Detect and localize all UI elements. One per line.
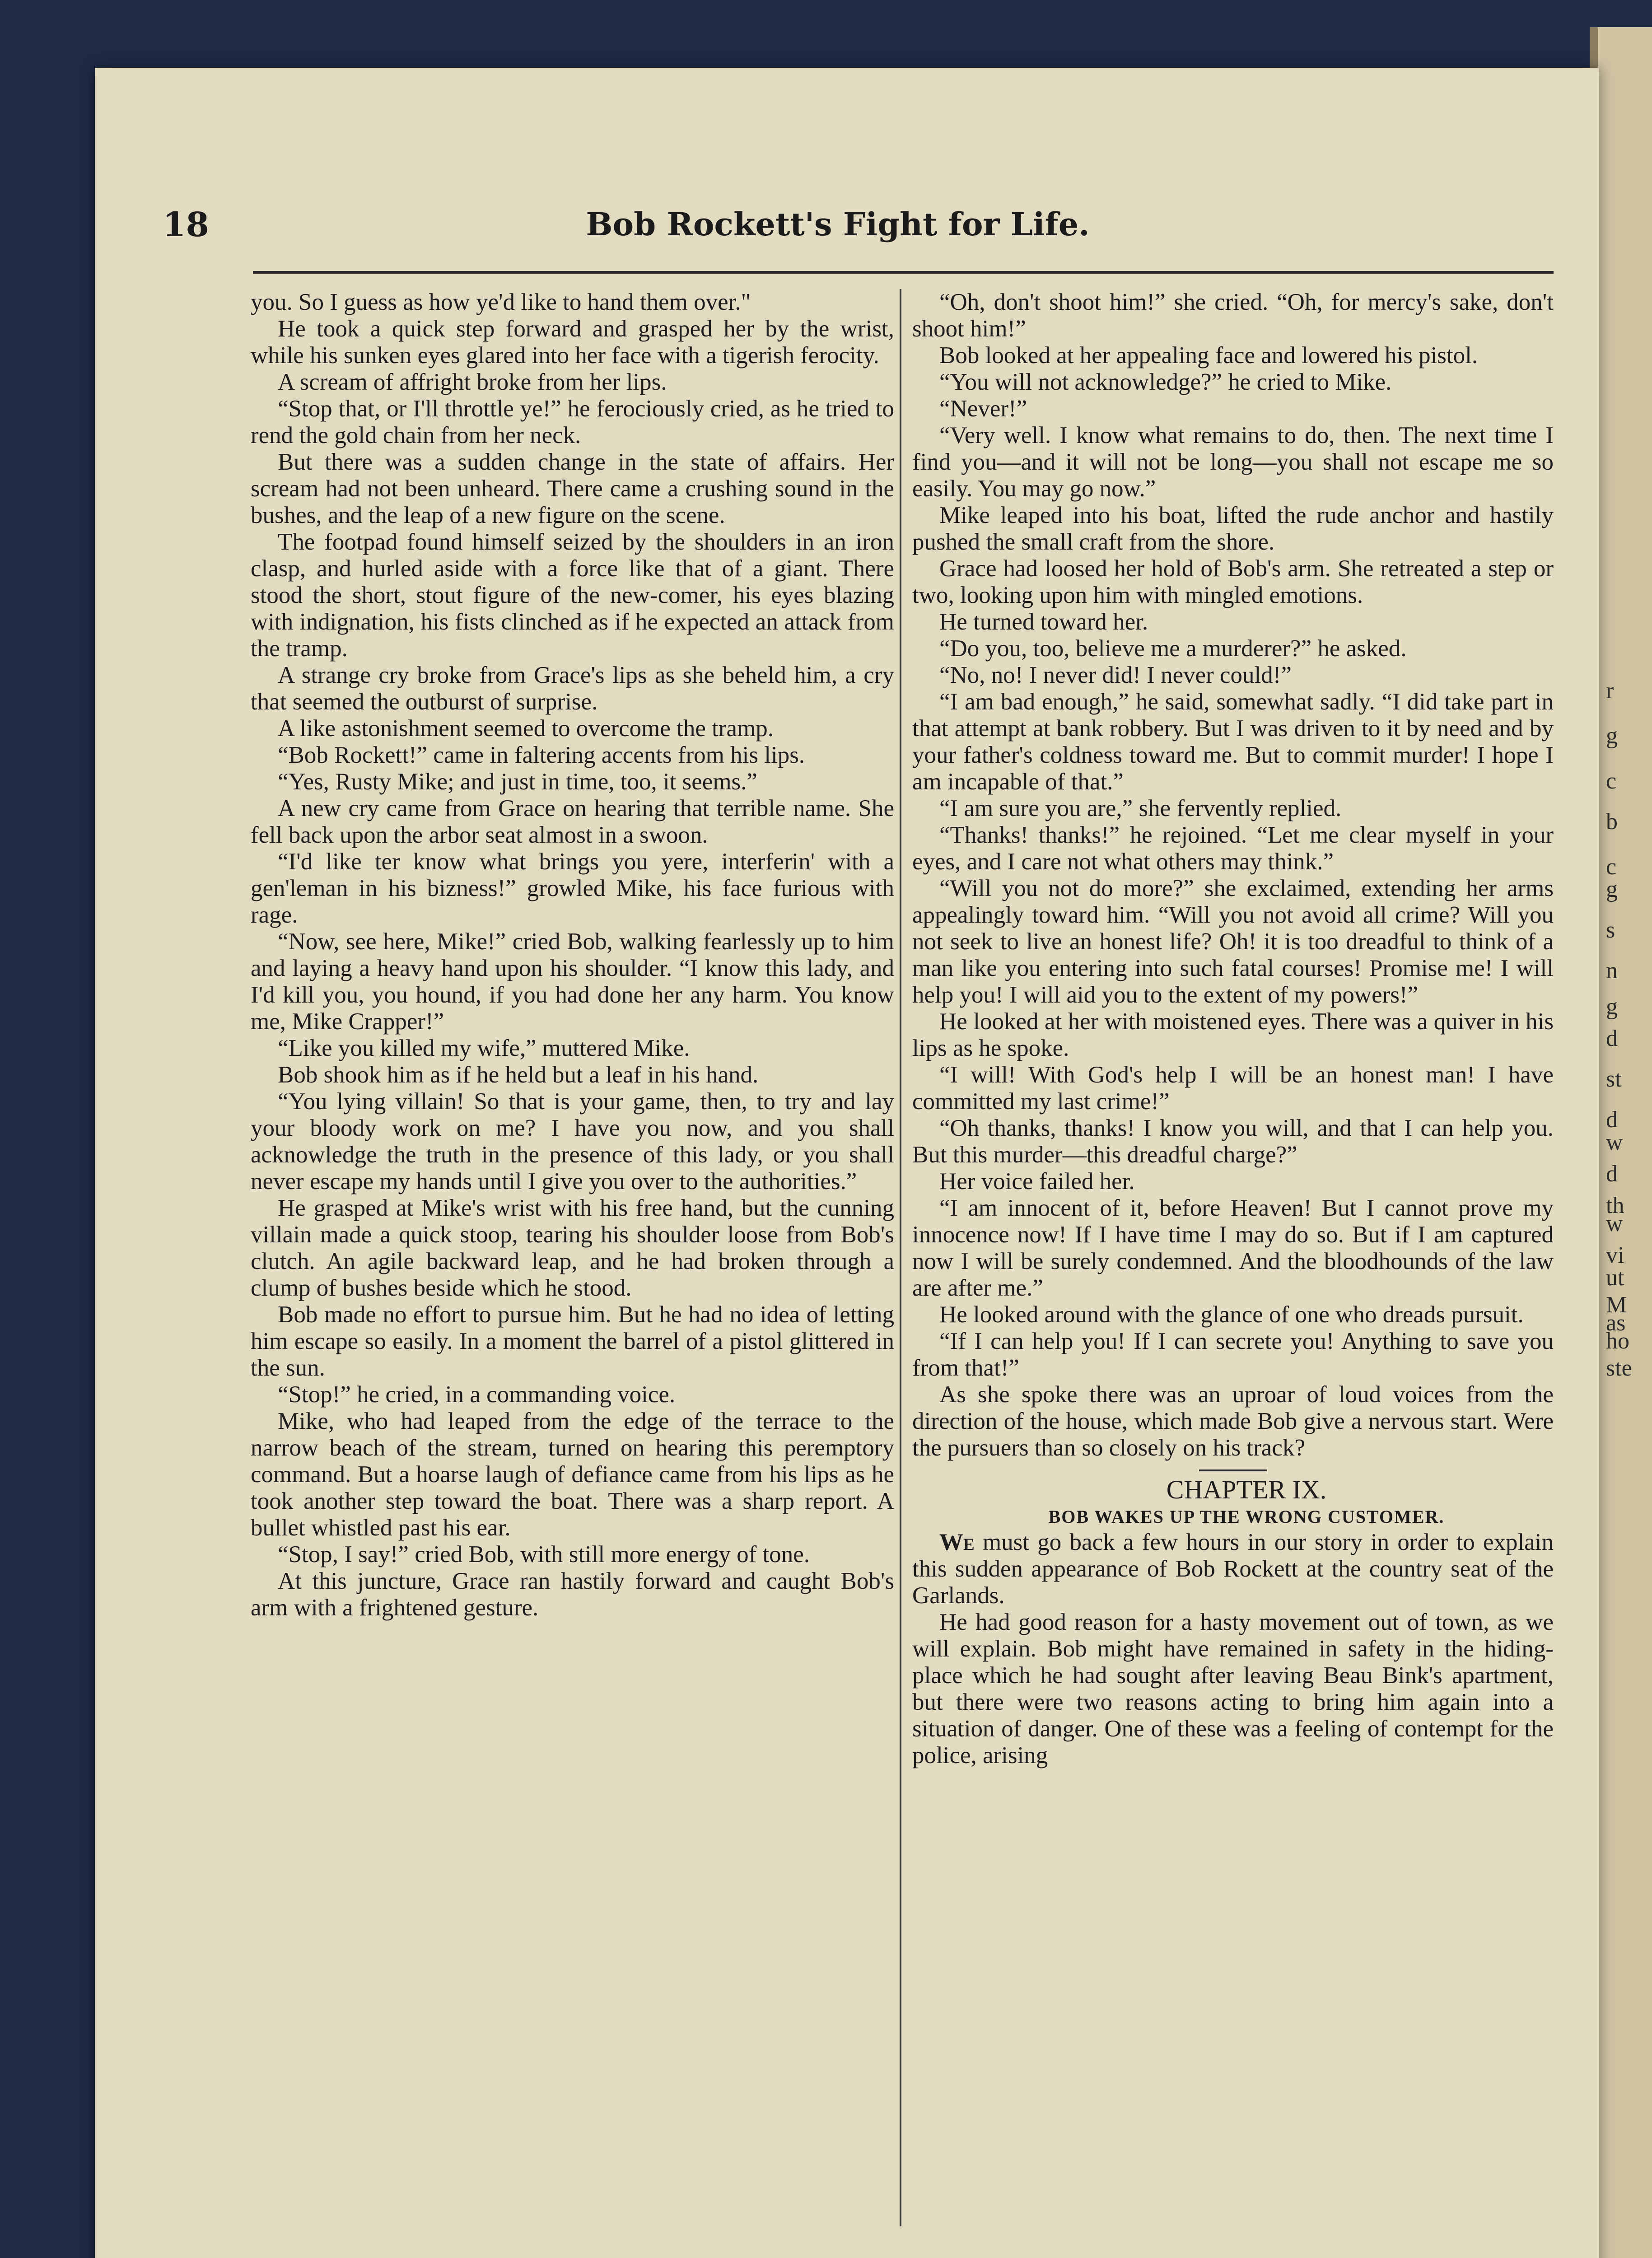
paragraph: “You lying villain! So that is your game, then, to try and lay your bloody work on me? I have you now, and you shall acknowledge the truth in the presence of this lady, or you shall never escape my hands until I give you over to the authorities.” <box>251 1088 894 1194</box>
paragraph: “I will! With God's help I will be an honest man! I have committed my last crime!” <box>912 1062 1554 1115</box>
paragraph: “Do you, too, believe me a murderer?” he asked. <box>939 635 1407 662</box>
paragraph: He looked around with the glance of one who dreads pursuit. <box>939 1302 1524 1328</box>
page-header <box>163 205 1513 260</box>
right-column <box>912 289 1554 2208</box>
paragraph: “Stop, I say!” cried Bob, with still more energy of tone. <box>278 1541 810 1568</box>
paragraph: Mike leaped into his boat, lifted the rude anchor and hastily pushed the small craft from the shore. <box>912 502 1554 555</box>
edge-fragment: s <box>1606 917 1615 943</box>
paragraph: He took a quick step forward and grasped her by the wrist, while his sunken eyes glared into her face with a tigerish ferocity. <box>251 316 894 369</box>
paragraph: Grace had loosed her hold of Bob's arm. She retreated a step or two, looking upon him with mingled emotions. <box>912 555 1554 608</box>
running-title: Bob Rockett's Fight for Life. <box>586 205 1090 243</box>
edge-fragment: vi <box>1606 1242 1624 1268</box>
page-number: 18 <box>163 205 209 244</box>
paragraph: As she spoke there was an uproar of loud voices from the direction of the house, which made Bob give a nervous start. Were the pursuers than so closely on his track? <box>912 1381 1554 1461</box>
paragraph: Bob shook him as if he held but a leaf in his hand. <box>278 1062 759 1088</box>
edge-fragment: b <box>1606 809 1618 835</box>
chapter-first-paragraph-text: must go back a few hours in our story in order to explain this sudden appearance of Bob Rockett at the country seat of the Garlands. <box>912 1529 1554 1609</box>
paragraph: “Bob Rockett!” came in faltering accents from his lips. <box>278 742 805 768</box>
right-column-paragraphs <box>912 289 1554 1461</box>
paragraph: “Now, see here, Mike!” cried Bob, walking fearlessly up to him and laying a heavy hand upon his shoulder. “I know this lady, and I'd kill you, you hound, if you had done her any harm. You know me, Mike Crapper!” <box>251 928 894 1035</box>
edge-fragment: g <box>1606 994 1618 1020</box>
paragraph: But there was a sudden change in the state of affairs. Her scream had not been unheard. There came a crushing sound in the bushes, and the leap of a new figure on the scene. <box>251 449 894 528</box>
edge-fragment: d <box>1606 1107 1618 1133</box>
paragraph: “No, no! I never did! I never could!” <box>939 662 1292 688</box>
paragraph: “Never!” <box>939 396 1027 422</box>
paragraph: “Stop!” he cried, in a commanding voice. <box>278 1381 676 1408</box>
edge-fragment: th <box>1606 1193 1624 1218</box>
edge-fragment: ste <box>1606 1355 1632 1381</box>
chapter-paragraphs <box>912 1609 1554 1769</box>
paragraph: Bob made no effort to pursue him. But he had no idea of letting him escape so easily. In a moment the barrel of a pistol glittered in the sun. <box>251 1302 894 1381</box>
paragraph: At this juncture, Grace ran hastily forward and caught Bob's arm with a frightened gesture. <box>251 1568 894 1621</box>
edge-fragment: d <box>1606 1026 1618 1051</box>
edge-fragment: g <box>1606 877 1618 902</box>
paragraph: “Stop that, or I'll throttle ye!” he ferociously cried, as he tried to rend the gold chain from her neck. <box>251 396 894 448</box>
paragraph: “Oh thanks, thanks! I know you will, and that I can help you. But this murder—this dreadful charge?” <box>912 1115 1554 1168</box>
paragraph: “Thanks! thanks!” he rejoined. “Let me clear myself in your eyes, and I care not what others may think.” <box>912 822 1554 875</box>
paragraph: “Yes, Rusty Mike; and just in time, too, it seems.” <box>278 769 757 795</box>
edge-fragment: g <box>1606 723 1618 749</box>
edge-fragment: st <box>1606 1066 1622 1092</box>
edge-fragment: c <box>1606 768 1617 794</box>
paragraph: A like astonishment seemed to overcome the tramp. <box>278 715 774 742</box>
chapter-title: CHAPTER IX. <box>1166 1475 1327 1504</box>
paragraph: “You will not acknowledge?” he cried to Mike. <box>939 369 1392 395</box>
chapter-lead-word: We <box>939 1529 975 1555</box>
paragraph: He looked at her with moistened eyes. There was a quiver in his lips as he spoke. <box>912 1008 1554 1061</box>
paragraph: “If I can help you! If I can secrete you! Anything to save you from that!” <box>912 1328 1554 1381</box>
paragraph: “I'd like ter know what brings you yere, interferin' with a gen'leman in his bizness!” growled Mike, his face furious with rage. <box>251 849 894 928</box>
paragraph: “Will you not do more?” she exclaimed, extending her arms appealingly toward him. “Will you not avoid all crime? Will you not seek to live an honest life? Oh! it is too dreadful to think of a man like you entering into such fatal courses! Promise me! I will help you! I will aid you to the extent of my powers!” <box>912 875 1554 1008</box>
paragraph: “Like you killed my wife,” muttered Mike. <box>278 1035 690 1061</box>
edge-fragment: w <box>1606 1211 1623 1236</box>
edge-fragment: as <box>1606 1310 1626 1336</box>
edge-fragment: d <box>1606 1161 1618 1187</box>
column-divider <box>900 289 901 2226</box>
header-rule <box>253 271 1554 274</box>
left-column <box>251 289 894 2208</box>
edge-fragment: M <box>1606 1292 1627 1318</box>
paragraph: Bob looked at her appealing face and lowered his pistol. <box>939 342 1478 369</box>
paragraph: “I am sure you are,” she fervently replied. <box>939 795 1342 821</box>
chapter-first-paragraph <box>912 1529 1554 1609</box>
paragraph: “I am innocent of it, before Heaven! But I cannot prove my innocence now! If I have time I may do so. But if I am captured now I will be surely condemned. And the bloodhounds of the law are after me.” <box>912 1195 1554 1301</box>
edge-fragment: w <box>1606 1129 1623 1155</box>
paragraph: He had good reason for a hasty movement out of town, as we will explain. Bob might have remained in safety in the hiding-place which he had sought after leaving Beau Bink's apartment, but there were two reasons acting to bring him again into a situation of danger. One of these was a feeling of contempt for the police, arising <box>912 1609 1554 1768</box>
edge-fragment: ho <box>1606 1328 1629 1354</box>
paragraph: The footpad found himself seized by the shoulders in an iron clasp, and hurled aside with a force like that of a giant. There stood the short, stout figure of the new-comer, his eyes blazing with indignation, his fists clinched as if he expected an attack from the tramp. <box>251 529 894 662</box>
edge-fragment: n <box>1606 958 1618 984</box>
paragraph: “Very well. I know what remains to do, then. The next time I find you—and it will not be long—you shall not escape me so easily. You may go now.” <box>912 422 1554 502</box>
paragraph: Mike, who had leaped from the edge of the terrace to the narrow beach of the stream, turned on hearing this peremptory command. But a hoarse laugh of defiance came from his lips as he took another step toward the boat. There was a sharp report. A bullet whistled past his ear. <box>251 1408 894 1541</box>
edge-fragment: ut <box>1606 1265 1624 1291</box>
paragraph: “I am bad enough,” he said, somewhat sadly. “I did take part in that attempt at bank robbery. But I was driven to it by need and by your father's coldness toward me. But to commit murder! I hope I am incapable of that.” <box>912 689 1554 795</box>
edge-fragment: r <box>1606 678 1614 704</box>
paragraph: He grasped at Mike's wrist with his free hand, but the cunning villain made a quick stoop, tearing his shoulder loose from Bob's clutch. An agile backward leap, and he had broken through a clump of bushes beside which he stood. <box>251 1195 894 1301</box>
paragraph: A strange cry broke from Grace's lips as she beheld him, a cry that seemed the outburst of surprise. <box>251 662 894 715</box>
chapter-rule <box>1199 1470 1267 1471</box>
paragraph: A new cry came from Grace on hearing that terrible name. She fell back upon the arbor seat almost in a swoon. <box>251 795 894 848</box>
paragraph: Her voice failed her. <box>939 1168 1135 1194</box>
paragraph: you. So I guess as how ye'd like to hand them over." <box>251 289 751 315</box>
edge-fragment: c <box>1606 854 1617 880</box>
paragraph: He turned toward her. <box>939 609 1148 635</box>
chapter-subtitle: BOB WAKES UP THE WRONG CUSTOMER. <box>1048 1507 1445 1527</box>
paragraph: “Oh, don't shoot him!” she cried. “Oh, for mercy's sake, don't shoot him!” <box>912 289 1554 342</box>
paragraph: A scream of affright broke from her lips. <box>278 369 667 395</box>
